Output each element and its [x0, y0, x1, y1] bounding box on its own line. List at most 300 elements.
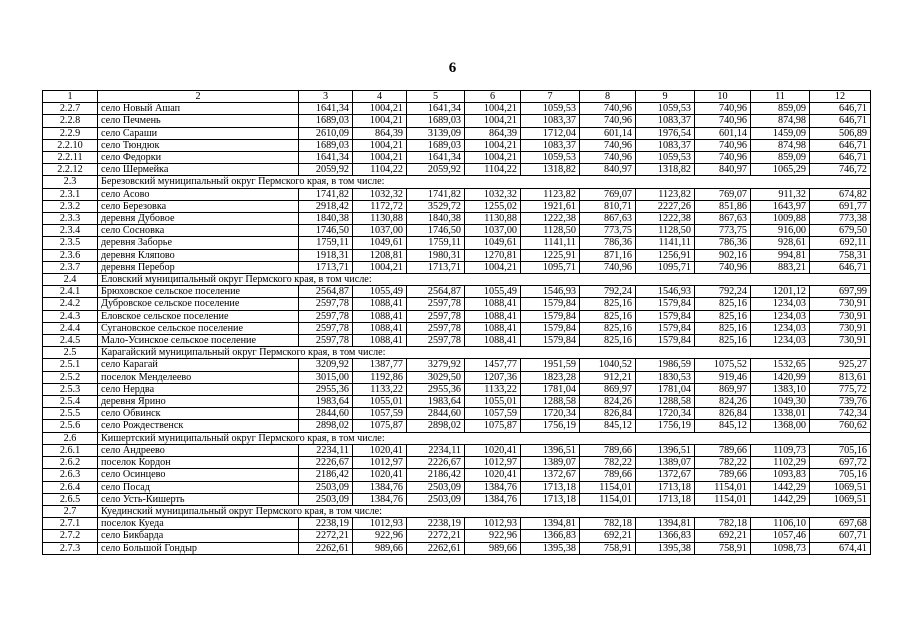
value-cell: 1059,53 — [636, 152, 695, 164]
value-cell: 1059,53 — [521, 152, 580, 164]
value-cell: 773,75 — [695, 225, 751, 237]
value-cell: 789,66 — [580, 469, 636, 481]
value-cell: 1098,73 — [751, 542, 810, 554]
value-cell: 1756,19 — [521, 420, 580, 432]
table-row — [43, 115, 871, 127]
value-cell: 758,91 — [580, 542, 636, 554]
table-row — [43, 371, 871, 383]
value-cell: 2610,09 — [299, 127, 353, 139]
value-cell: 1004,21 — [465, 152, 521, 164]
value-cell: 1083,37 — [636, 115, 695, 127]
value-cell: 1395,38 — [521, 542, 580, 554]
value-cell: 1123,82 — [521, 188, 580, 200]
value-cell: 674,41 — [810, 542, 871, 554]
value-cell: 1579,84 — [636, 310, 695, 322]
column-number: 4 — [353, 91, 407, 103]
value-cell: 1004,21 — [465, 115, 521, 127]
value-cell: 1396,51 — [521, 444, 580, 456]
settlement-name: село Тюндюк — [98, 139, 299, 151]
value-cell: 740,96 — [580, 152, 636, 164]
value-cell: 2955,36 — [299, 383, 353, 395]
value-cell: 3029,50 — [407, 371, 465, 383]
value-cell: 1004,21 — [465, 139, 521, 151]
settlement-name: Дубровское сельское поселение — [98, 298, 299, 310]
value-cell: 2234,11 — [407, 444, 465, 456]
row-code: 2.5.3 — [43, 383, 98, 395]
row-code: 2.4 — [43, 274, 98, 286]
value-cell: 1921,61 — [521, 200, 580, 212]
value-cell: 1004,21 — [353, 152, 407, 164]
value-cell: 1713,18 — [636, 481, 695, 493]
row-code: 2.7.2 — [43, 530, 98, 542]
value-cell: 1741,82 — [407, 188, 465, 200]
value-cell: 826,84 — [580, 408, 636, 420]
value-cell: 1049,61 — [465, 237, 521, 249]
table-row — [43, 469, 871, 481]
value-cell: 2059,92 — [299, 164, 353, 176]
column-number: 7 — [521, 91, 580, 103]
section-row — [43, 505, 871, 517]
row-code: 2.5.5 — [43, 408, 98, 420]
value-cell: 1395,38 — [636, 542, 695, 554]
value-cell: 739,76 — [810, 396, 871, 408]
value-cell: 1255,02 — [465, 200, 521, 212]
value-cell: 1256,91 — [636, 249, 695, 261]
row-code: 2.3.6 — [43, 249, 98, 261]
value-cell: 1318,82 — [636, 164, 695, 176]
value-cell: 994,81 — [751, 249, 810, 261]
value-cell: 1234,03 — [751, 322, 810, 334]
settlement-name: деревня Ярино — [98, 396, 299, 408]
value-cell: 1394,81 — [636, 518, 695, 530]
value-cell: 2597,78 — [299, 298, 353, 310]
value-cell: 1083,37 — [521, 139, 580, 151]
value-cell: 883,21 — [751, 261, 810, 273]
value-cell: 691,77 — [810, 200, 871, 212]
value-cell: 1713,71 — [299, 261, 353, 273]
value-cell: 769,07 — [580, 188, 636, 200]
table-row — [43, 200, 871, 212]
value-cell: 730,91 — [810, 310, 871, 322]
row-code: 2.4.1 — [43, 286, 98, 298]
value-cell: 1420,99 — [751, 371, 810, 383]
row-code: 2.3.4 — [43, 225, 98, 237]
value-cell: 1032,32 — [465, 188, 521, 200]
value-cell: 2226,67 — [407, 457, 465, 469]
value-cell: 825,16 — [580, 322, 636, 334]
settlement-name: село Обвинск — [98, 408, 299, 420]
value-cell: 601,14 — [580, 127, 636, 139]
value-cell: 1713,18 — [521, 481, 580, 493]
value-cell: 869,97 — [695, 383, 751, 395]
section-row — [43, 347, 871, 359]
value-cell: 1075,52 — [695, 359, 751, 371]
value-cell: 845,12 — [580, 420, 636, 432]
settlement-name: село Андреево — [98, 444, 299, 456]
table-row — [43, 310, 871, 322]
row-code: 2.2.12 — [43, 164, 98, 176]
column-number: 8 — [580, 91, 636, 103]
value-cell: 1384,76 — [465, 493, 521, 505]
column-number: 2 — [98, 91, 299, 103]
value-cell: 740,96 — [695, 261, 751, 273]
row-code: 2.3 — [43, 176, 98, 188]
value-cell: 1986,59 — [636, 359, 695, 371]
value-cell: 1840,38 — [407, 213, 465, 225]
value-cell: 1059,53 — [521, 103, 580, 115]
value-cell: 1012,93 — [465, 518, 521, 530]
value-cell: 792,24 — [695, 286, 751, 298]
value-cell: 1713,71 — [407, 261, 465, 273]
value-cell: 1088,41 — [353, 298, 407, 310]
row-code: 2.3.2 — [43, 200, 98, 212]
value-cell: 1154,01 — [580, 493, 636, 505]
value-cell: 1123,82 — [636, 188, 695, 200]
value-cell: 1689,03 — [407, 139, 465, 151]
value-cell: 928,61 — [751, 237, 810, 249]
value-cell: 2597,78 — [299, 335, 353, 347]
table-row — [43, 237, 871, 249]
table-row — [43, 408, 871, 420]
value-cell: 1130,88 — [465, 213, 521, 225]
value-cell: 1689,03 — [407, 115, 465, 127]
value-cell: 911,32 — [751, 188, 810, 200]
value-cell: 1980,31 — [407, 249, 465, 261]
settlement-name: село Осинцево — [98, 469, 299, 481]
row-code: 2.6.3 — [43, 469, 98, 481]
settlement-name: село Березовка — [98, 200, 299, 212]
value-cell: 824,26 — [580, 396, 636, 408]
value-cell: 646,71 — [810, 103, 871, 115]
value-cell: 1579,84 — [521, 310, 580, 322]
section-title: Куединский муниципальный округ Пермского края, в том числе: — [98, 505, 871, 517]
value-cell: 916,00 — [751, 225, 810, 237]
value-cell: 3209,92 — [299, 359, 353, 371]
table-body — [43, 91, 871, 555]
value-cell: 789,66 — [695, 469, 751, 481]
settlement-name: село Карагай — [98, 359, 299, 371]
settlement-name: Еловское сельское поселение — [98, 310, 299, 322]
value-cell: 1128,50 — [521, 225, 580, 237]
value-cell: 782,22 — [695, 457, 751, 469]
column-number: 9 — [636, 91, 695, 103]
value-cell: 1983,64 — [299, 396, 353, 408]
value-cell: 1012,93 — [353, 518, 407, 530]
table-header-row — [43, 91, 871, 103]
value-cell: 740,96 — [695, 139, 751, 151]
value-cell: 1983,64 — [407, 396, 465, 408]
value-cell: 1069,51 — [810, 493, 871, 505]
value-cell: 1109,73 — [751, 444, 810, 456]
value-cell: 1088,41 — [353, 310, 407, 322]
value-cell: 646,71 — [810, 115, 871, 127]
value-cell: 1012,97 — [353, 457, 407, 469]
settlement-name: Сугановское сельское поселение — [98, 322, 299, 334]
value-cell: 1394,81 — [521, 518, 580, 530]
value-cell: 1384,76 — [353, 481, 407, 493]
value-cell: 1095,71 — [521, 261, 580, 273]
value-cell: 1040,52 — [580, 359, 636, 371]
value-cell: 826,84 — [695, 408, 751, 420]
column-number: 11 — [751, 91, 810, 103]
value-cell: 646,71 — [810, 261, 871, 273]
value-cell: 1083,37 — [636, 139, 695, 151]
row-code: 2.2.8 — [43, 115, 98, 127]
table-row — [43, 530, 871, 542]
value-cell: 2564,87 — [299, 286, 353, 298]
value-cell: 506,89 — [810, 127, 871, 139]
value-cell: 1088,41 — [353, 335, 407, 347]
value-cell: 1141,11 — [521, 237, 580, 249]
value-cell: 3015,00 — [299, 371, 353, 383]
value-cell: 1032,32 — [353, 188, 407, 200]
value-cell: 1154,01 — [695, 493, 751, 505]
value-cell: 1055,49 — [353, 286, 407, 298]
value-cell: 2238,19 — [299, 518, 353, 530]
value-cell: 760,62 — [810, 420, 871, 432]
value-cell: 869,97 — [580, 383, 636, 395]
value-cell: 1130,88 — [353, 213, 407, 225]
value-cell: 1192,86 — [353, 371, 407, 383]
value-cell: 775,72 — [810, 383, 871, 395]
value-cell: 1840,38 — [299, 213, 353, 225]
value-cell: 1384,76 — [353, 493, 407, 505]
value-cell: 922,96 — [465, 530, 521, 542]
value-cell: 851,86 — [695, 200, 751, 212]
value-cell: 845,12 — [695, 420, 751, 432]
row-code: 2.5.1 — [43, 359, 98, 371]
value-cell: 1288,58 — [521, 396, 580, 408]
settlement-name: село Федорки — [98, 152, 299, 164]
value-cell: 1372,67 — [521, 469, 580, 481]
value-cell: 782,22 — [580, 457, 636, 469]
value-cell: 1020,41 — [353, 444, 407, 456]
value-cell: 1088,41 — [465, 335, 521, 347]
row-code: 2.6.5 — [43, 493, 98, 505]
table-row — [43, 225, 871, 237]
value-cell: 825,16 — [580, 310, 636, 322]
value-cell: 859,09 — [751, 103, 810, 115]
table-row — [43, 286, 871, 298]
section-title: Еловский муниципальный округ Пермского края, в том числе: — [98, 274, 871, 286]
value-cell: 697,99 — [810, 286, 871, 298]
value-cell: 1207,36 — [465, 371, 521, 383]
value-cell: 1713,18 — [521, 493, 580, 505]
table-row — [43, 188, 871, 200]
value-cell: 2564,87 — [407, 286, 465, 298]
section-title: Карагайский муниципальный округ Пермского края, в том числе: — [98, 347, 871, 359]
value-cell: 3529,72 — [407, 200, 465, 212]
table-row — [43, 383, 871, 395]
value-cell: 1532,65 — [751, 359, 810, 371]
value-cell: 2503,09 — [407, 493, 465, 505]
value-cell: 2597,78 — [407, 310, 465, 322]
value-cell: 740,96 — [695, 103, 751, 115]
settlement-name: село Сосновка — [98, 225, 299, 237]
value-cell: 1154,01 — [580, 481, 636, 493]
settlement-name: деревня Дубовое — [98, 213, 299, 225]
value-cell: 769,07 — [695, 188, 751, 200]
value-cell: 1579,84 — [636, 298, 695, 310]
value-cell: 2186,42 — [299, 469, 353, 481]
value-cell: 1225,91 — [521, 249, 580, 261]
table-row — [43, 518, 871, 530]
value-cell: 740,96 — [580, 261, 636, 273]
value-cell: 825,16 — [580, 335, 636, 347]
value-cell: 1037,00 — [465, 225, 521, 237]
value-cell: 1141,11 — [636, 237, 695, 249]
value-cell: 840,97 — [695, 164, 751, 176]
value-cell: 1781,04 — [636, 383, 695, 395]
value-cell: 2503,09 — [407, 481, 465, 493]
value-cell: 1830,53 — [636, 371, 695, 383]
value-cell: 1579,84 — [521, 335, 580, 347]
value-cell: 705,16 — [810, 469, 871, 481]
row-code: 2.4.2 — [43, 298, 98, 310]
value-cell: 2918,42 — [299, 200, 353, 212]
value-cell: 825,16 — [695, 298, 751, 310]
table-row — [43, 103, 871, 115]
value-cell: 2503,09 — [299, 493, 353, 505]
value-cell: 919,46 — [695, 371, 751, 383]
value-cell: 1746,50 — [407, 225, 465, 237]
value-cell: 1057,46 — [751, 530, 810, 542]
value-cell: 825,16 — [580, 298, 636, 310]
value-cell: 1756,19 — [636, 420, 695, 432]
value-cell: 2238,19 — [407, 518, 465, 530]
value-cell: 1088,41 — [465, 310, 521, 322]
row-code: 2.7 — [43, 505, 98, 517]
value-cell: 692,21 — [695, 530, 751, 542]
value-cell: 1154,01 — [695, 481, 751, 493]
table-row — [43, 127, 871, 139]
value-cell: 1372,67 — [636, 469, 695, 481]
table-row — [43, 249, 871, 261]
value-cell: 1222,38 — [521, 213, 580, 225]
value-cell: 864,39 — [353, 127, 407, 139]
row-code: 2.5.4 — [43, 396, 98, 408]
value-cell: 1057,59 — [353, 408, 407, 420]
value-cell: 1133,22 — [465, 383, 521, 395]
row-code: 2.6.1 — [43, 444, 98, 456]
page-number: 6 — [448, 60, 457, 76]
settlement-name: Мало-Усинское сельское поселение — [98, 335, 299, 347]
section-title: Кишертский муниципальный округ Пермского края, в том числе: — [98, 432, 871, 444]
value-cell: 1457,77 — [465, 359, 521, 371]
value-cell: 1088,41 — [465, 322, 521, 334]
value-cell: 1546,93 — [636, 286, 695, 298]
settlement-name: село Асово — [98, 188, 299, 200]
value-cell: 1208,81 — [353, 249, 407, 261]
value-cell: 912,21 — [580, 371, 636, 383]
value-cell: 1020,41 — [465, 444, 521, 456]
value-cell: 792,24 — [580, 286, 636, 298]
value-cell: 674,82 — [810, 188, 871, 200]
value-cell: 902,16 — [695, 249, 751, 261]
row-code: 2.3.7 — [43, 261, 98, 273]
value-cell: 2272,21 — [299, 530, 353, 542]
value-cell: 1037,00 — [353, 225, 407, 237]
value-cell: 825,16 — [695, 322, 751, 334]
value-cell: 740,96 — [580, 103, 636, 115]
value-cell: 2262,61 — [299, 542, 353, 554]
value-cell: 1004,21 — [353, 103, 407, 115]
value-cell: 1049,30 — [751, 396, 810, 408]
row-code: 2.5.6 — [43, 420, 98, 432]
value-cell: 1270,81 — [465, 249, 521, 261]
value-cell: 740,96 — [695, 115, 751, 127]
value-cell: 1106,10 — [751, 518, 810, 530]
column-number: 3 — [299, 91, 353, 103]
value-cell: 782,18 — [695, 518, 751, 530]
value-cell: 1095,71 — [636, 261, 695, 273]
value-cell: 1234,03 — [751, 335, 810, 347]
value-cell: 1383,10 — [751, 383, 810, 395]
value-cell: 1741,82 — [299, 188, 353, 200]
row-code: 2.3.3 — [43, 213, 98, 225]
settlement-name: село Сараши — [98, 127, 299, 139]
row-code: 2.6.2 — [43, 457, 98, 469]
value-cell: 1759,11 — [299, 237, 353, 249]
value-cell: 824,26 — [695, 396, 751, 408]
value-cell: 1641,34 — [407, 152, 465, 164]
table-row — [43, 481, 871, 493]
value-cell: 1579,84 — [521, 298, 580, 310]
value-cell: 1093,83 — [751, 469, 810, 481]
tariff-table — [42, 90, 871, 555]
value-cell: 2272,21 — [407, 530, 465, 542]
value-cell: 2186,42 — [407, 469, 465, 481]
value-cell: 730,91 — [810, 322, 871, 334]
value-cell: 1059,53 — [636, 103, 695, 115]
table-row — [43, 359, 871, 371]
value-cell: 1065,29 — [751, 164, 810, 176]
value-cell: 679,50 — [810, 225, 871, 237]
value-cell: 989,66 — [353, 542, 407, 554]
table-row — [43, 152, 871, 164]
value-cell: 2262,61 — [407, 542, 465, 554]
table-row — [43, 396, 871, 408]
settlement-name: село Новый Ашап — [98, 103, 299, 115]
row-code: 2.5.2 — [43, 371, 98, 383]
table-row — [43, 139, 871, 151]
settlement-name: село Рождественск — [98, 420, 299, 432]
table-row — [43, 542, 871, 554]
value-cell: 786,36 — [695, 237, 751, 249]
value-cell: 646,71 — [810, 152, 871, 164]
value-cell: 1641,34 — [299, 152, 353, 164]
value-cell: 874,98 — [751, 139, 810, 151]
value-cell: 1746,50 — [299, 225, 353, 237]
value-cell: 1579,84 — [636, 335, 695, 347]
value-cell: 1368,00 — [751, 420, 810, 432]
row-code: 2.2.7 — [43, 103, 98, 115]
value-cell: 1338,01 — [751, 408, 810, 420]
value-cell: 746,72 — [810, 164, 871, 176]
column-number: 1 — [43, 91, 98, 103]
value-cell: 1055,01 — [465, 396, 521, 408]
value-cell: 2234,11 — [299, 444, 353, 456]
value-cell: 1318,82 — [521, 164, 580, 176]
value-cell: 867,63 — [695, 213, 751, 225]
section-row — [43, 432, 871, 444]
settlement-name: поселок Кордон — [98, 457, 299, 469]
value-cell: 782,18 — [580, 518, 636, 530]
value-cell: 2597,78 — [299, 322, 353, 334]
value-cell: 2844,60 — [407, 408, 465, 420]
settlement-name: село Печмень — [98, 115, 299, 127]
settlement-name: село Большой Гондыр — [98, 542, 299, 554]
